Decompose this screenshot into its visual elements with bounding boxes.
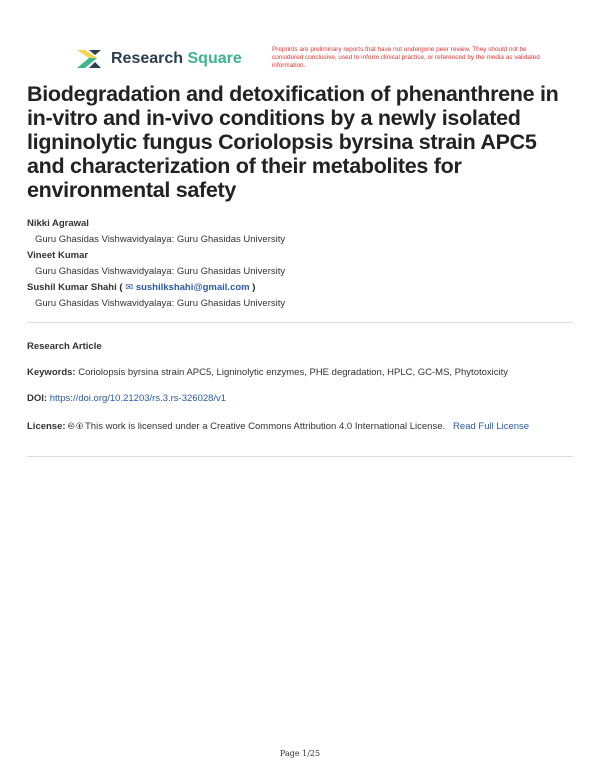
license: License: 🅭 🅯 This work is licensed under a Creative Commons Attribution 4.0 International License. Read Full License [27,421,530,432]
author-list: Nikki Agrawal Guru Ghasidas Vishwavidyalaya: Guru Ghasidas University Vineet Kumar Guru Ghasidas Vishwavidyalaya: Guru Ghasidas University Sushil Kumar Shahi ( ✉ sushilkshahi@gmail.com ) Guru Ghasidas Vishwavidyalaya: Guru Ghasidas University [27,216,285,312]
author-affiliation: Guru Ghasidas Vishwavidyalaya: Guru Ghasidas University [35,298,286,309]
author-name: Vineet Kumar [27,250,89,261]
divider [27,322,573,323]
doi-link[interactable]: https://doi.org/10.21203/rs.3.rs-326028/v1 [49,393,227,404]
author-name: Sushil Kumar Shahi [27,282,117,293]
logo-text-square: Square [187,50,242,67]
author-name: Nikki Agrawal [27,218,89,229]
logo-text-research: Research [111,50,184,67]
paper-title: Biodegradation and detoxification of phenanthrene in in-vitro and in-vivo conditions by a newly isolated ligninolytic fungus Coriolopsis byrsina strain APC5 and characterization of their metabolites for environmental safety [27,82,559,202]
read-full-license-link[interactable]: Read Full License [453,421,530,432]
page-number: Page 1/25 [279,749,321,758]
keywords-value: Coriolopsis byrsina strain APC5, Ligninolytic enzymes, PHE degradation, HPLC, GC-MS, Phytotoxicity [78,367,509,378]
author-affiliation: Guru Ghasidas Vishwavidyalaya: Guru Ghasidas University [35,234,286,245]
preprint-notice: Preprints are preliminary reports that have not undergone peer review. They should not be considered conclusive, used to inform clinical practice, or referenced by the media as validated information. [272,46,540,69]
research-square-logo[interactable] [75,48,242,70]
divider [27,456,573,457]
article-type: Research Article [27,341,102,352]
doi: DOI: https://doi.org/10.21203/rs.3.rs-326028/v1 [27,393,227,404]
logo-icon [75,48,103,70]
keywords: Keywords: Coriolopsis byrsina strain APC5, Ligninolytic enzymes, PHE degradation, HPLC, GC-MS, Phytotoxicity [27,367,509,378]
email-icon: ✉ [125,282,134,293]
author-email-link[interactable]: sushilkshahi@gmail.com [135,282,250,293]
cc-by-icon: 🅭 🅯 [68,421,83,432]
author-affiliation: Guru Ghasidas Vishwavidyalaya: Guru Ghasidas University [35,266,286,277]
